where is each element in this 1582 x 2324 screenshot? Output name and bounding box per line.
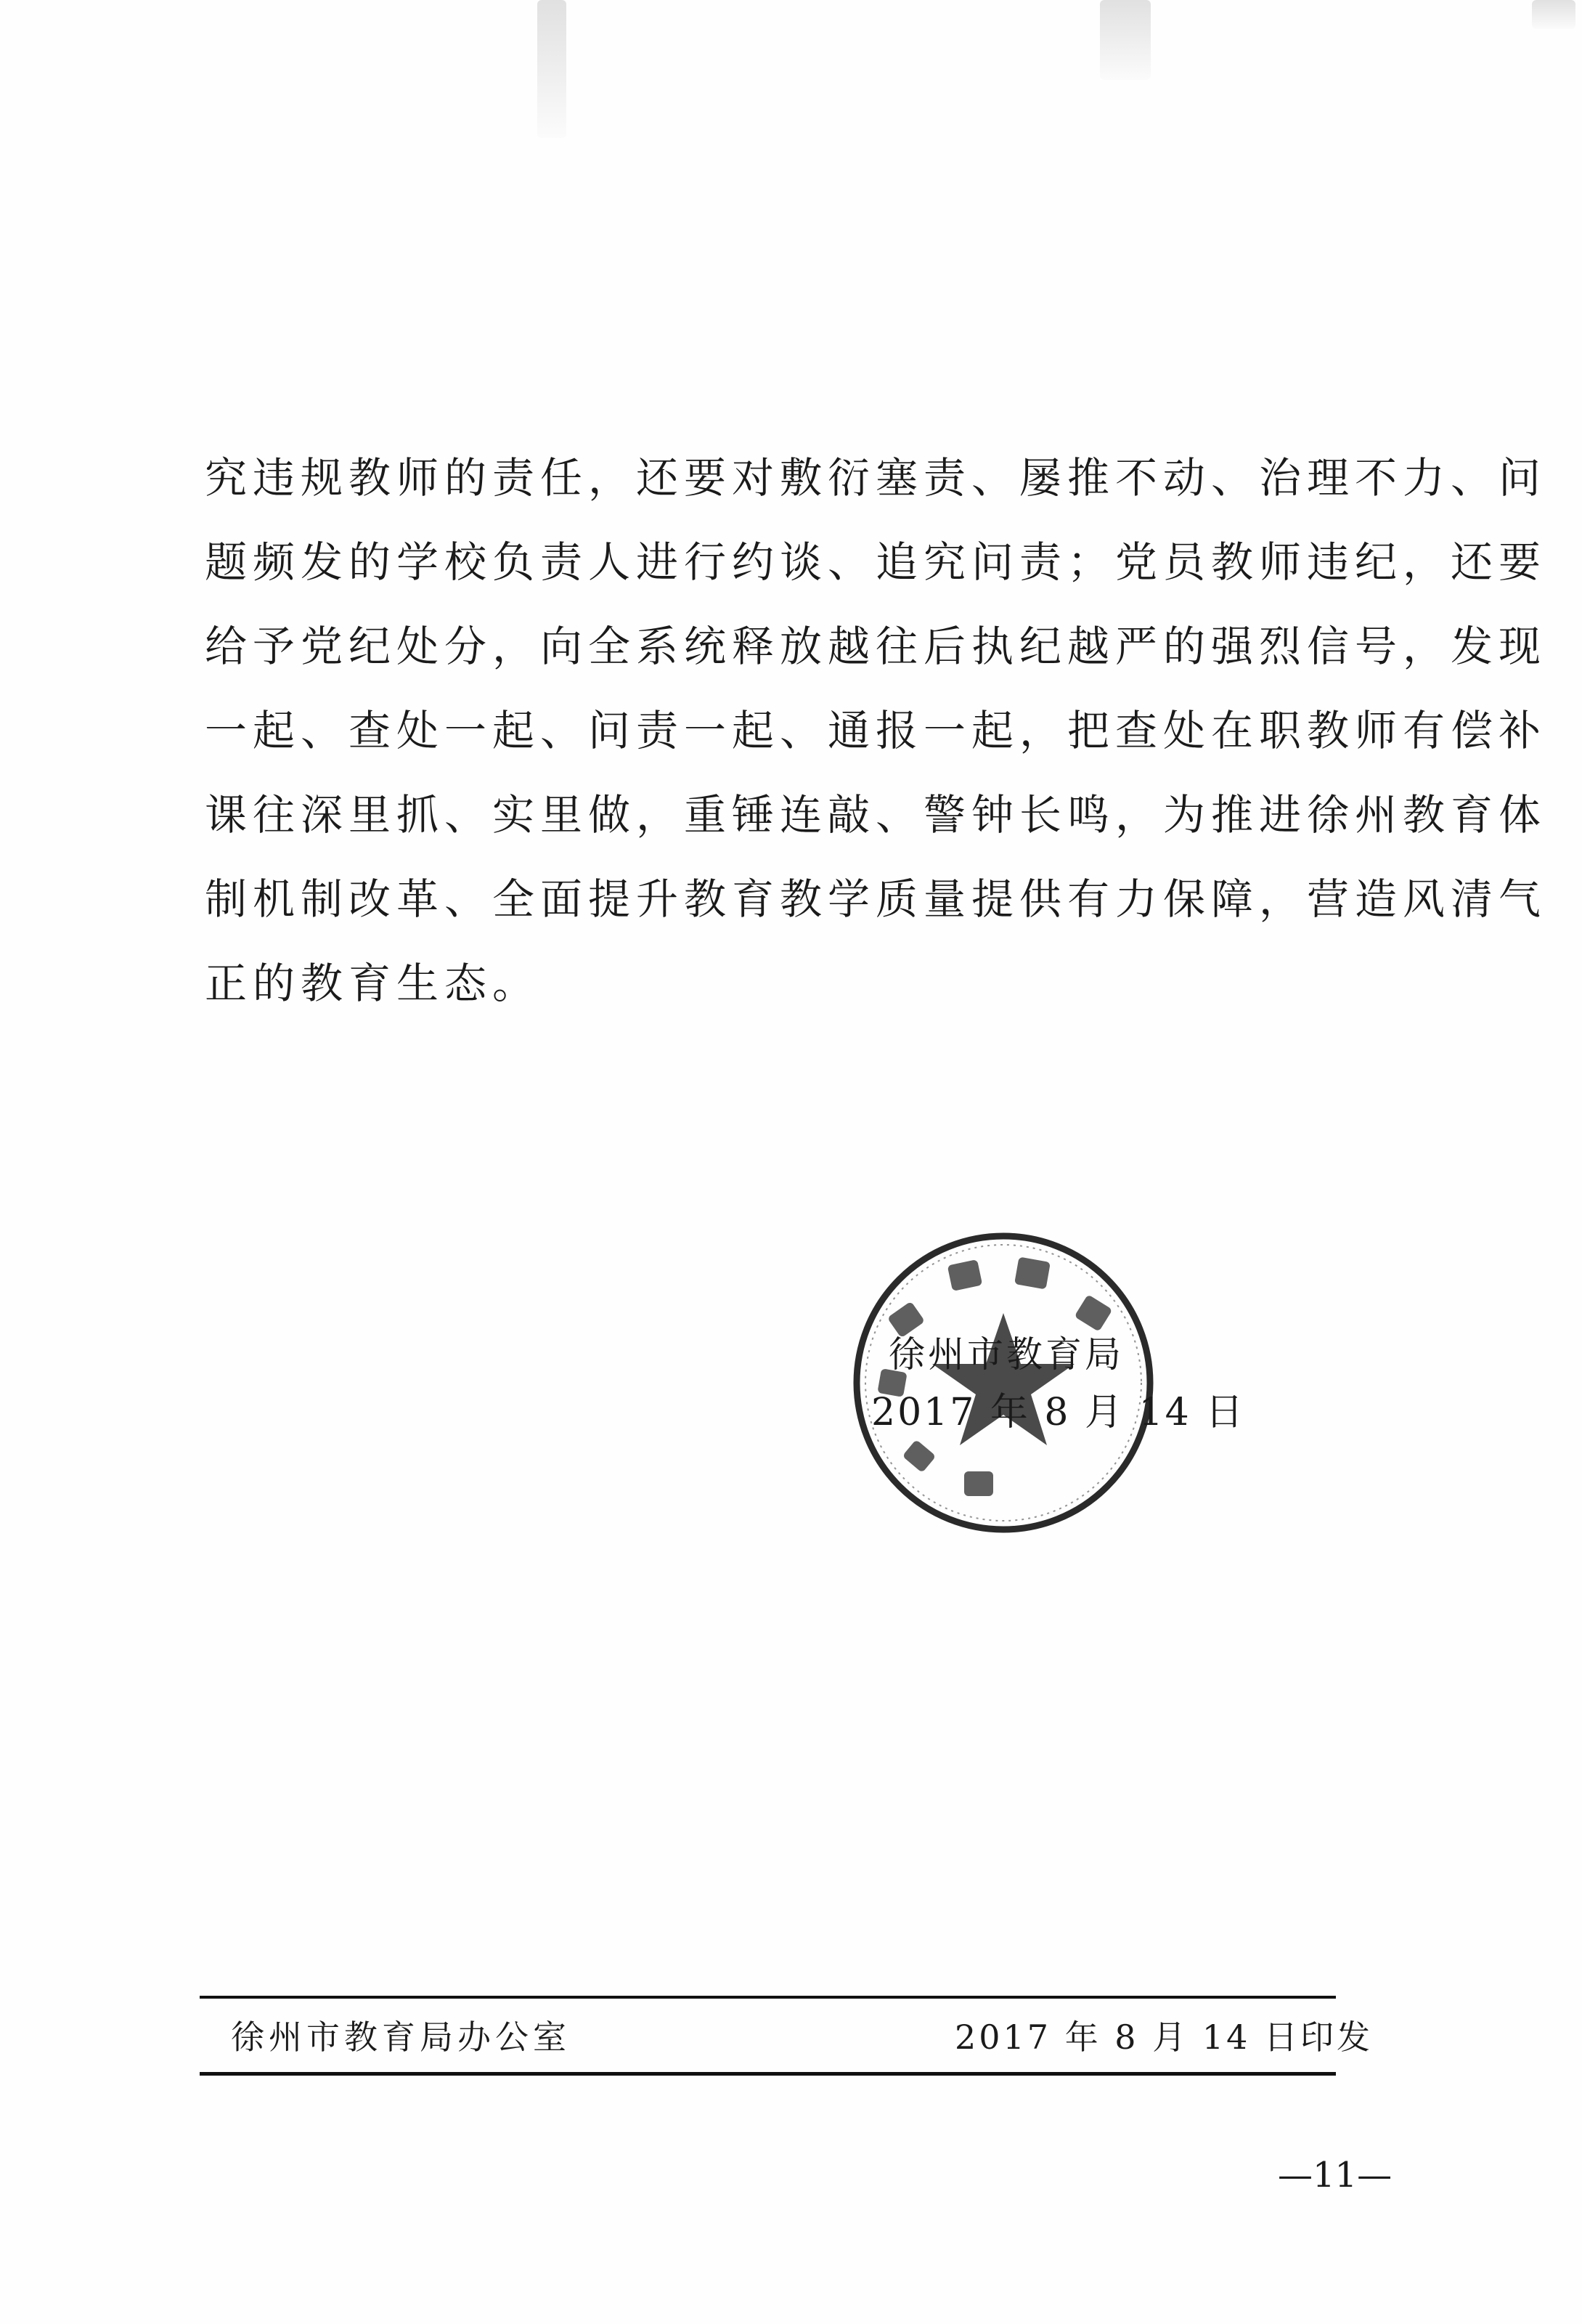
footer-issuer: 徐州市教育局办公室: [231, 2018, 571, 2057]
body-line: 制机制改革、全面提升教育教学质量提供有力保障，营造风清气: [205, 874, 1547, 924]
footer-rule-top: [200, 1996, 1336, 1999]
body-line: 究违规教师的责任，还要对敷衍塞责、屡推不动、治理不力、问: [205, 453, 1547, 503]
body-line: 给予党纪处分，向全系统释放越往后执纪越严的强烈信号，发现: [205, 622, 1547, 671]
scan-artifact: [1100, 0, 1151, 80]
signature-block: [871, 1329, 1246, 1445]
body-line: 正的教育生态。: [205, 959, 541, 1008]
body-paragraph: [205, 436, 1547, 1025]
scan-artifact: [537, 0, 566, 138]
body-line: 课往深里抓、实里做，重锤连敲、警钟长鸣，为推进徐州教育体: [205, 790, 1547, 840]
page-number: —11—: [1278, 2155, 1393, 2195]
signature-organization: 徐州市教育局: [889, 1333, 1124, 1376]
body-line: 题频发的学校负责人进行约谈、追究问责；党员教师违纪，还要: [205, 537, 1547, 587]
footer-rule-bottom: [200, 2072, 1336, 2076]
signature-date: 2017 年 8 月 14 日: [871, 1391, 1246, 1434]
scan-artifact: [1532, 0, 1575, 29]
body-line: 一起、查处一起、问责一起、通报一起，把查处在职教师有偿补: [205, 706, 1547, 755]
footer-issue-date: 2017 年 8 月 14 日印发: [955, 2018, 1373, 2057]
